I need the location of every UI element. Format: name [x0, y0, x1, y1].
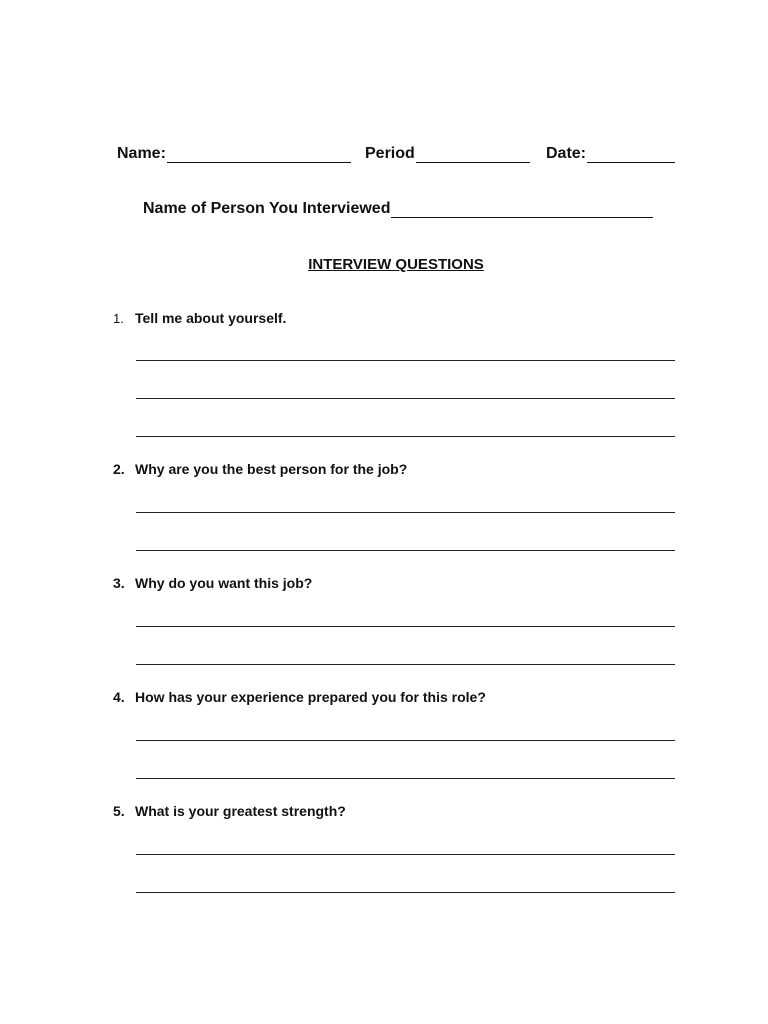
date-field [546, 145, 675, 163]
question-number: 2. [113, 461, 125, 477]
interviewee-blank[interactable] [391, 202, 653, 218]
interviewee-field [143, 200, 653, 218]
question-text: Why are you the best person for the job? [135, 461, 408, 477]
name-field [117, 145, 351, 163]
answer-line[interactable] [136, 778, 675, 779]
answer-line[interactable] [136, 740, 675, 741]
date-label: Date: [546, 145, 587, 162]
question-2 [113, 461, 407, 477]
question-number: 4. [113, 689, 125, 705]
answer-line[interactable] [136, 398, 675, 399]
answer-line[interactable] [136, 436, 675, 437]
question-number: 3. [113, 575, 125, 591]
question-text: Why do you want this job? [135, 575, 313, 591]
question-text: Tell me about yourself. [135, 310, 287, 326]
answer-line[interactable] [136, 360, 675, 361]
student-info-row [117, 145, 677, 169]
question-text: How has your experience prepared you for this role? [135, 689, 486, 705]
period-label: Period [365, 145, 415, 162]
answer-line[interactable] [136, 512, 675, 513]
question-number: 1. [113, 311, 124, 326]
date-blank[interactable] [587, 147, 675, 163]
name-blank[interactable] [167, 147, 351, 163]
answer-line[interactable] [136, 892, 675, 893]
question-3 [113, 575, 312, 591]
answer-line[interactable] [136, 550, 675, 551]
question-4 [113, 689, 486, 705]
interviewee-label: Name of Person You Interviewed [143, 200, 391, 217]
answer-line[interactable] [136, 626, 675, 627]
period-blank[interactable] [416, 147, 530, 163]
question-5 [113, 803, 346, 819]
question-number: 5. [113, 803, 125, 819]
question-1 [113, 310, 286, 326]
answer-line[interactable] [136, 664, 675, 665]
section-title: INTERVIEW QUESTIONS [308, 256, 484, 273]
answer-line[interactable] [136, 854, 675, 855]
question-text: What is your greatest strength? [135, 803, 346, 819]
name-label: Name: [117, 145, 166, 162]
period-field [365, 145, 530, 163]
